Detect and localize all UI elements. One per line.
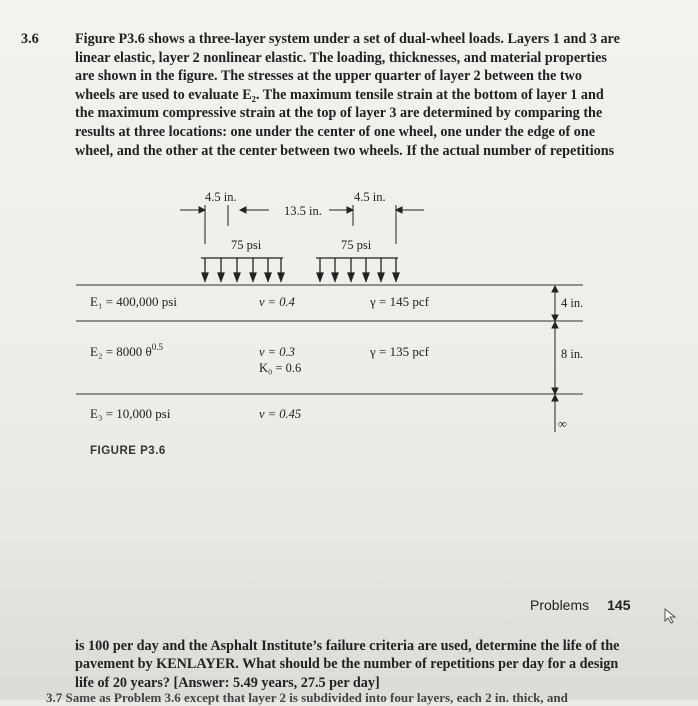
problem-3-6-continuation <box>75 637 655 692</box>
layer2-modulus: E₂ = 8000 $\theta^{0.5}$ <box>90 342 164 359</box>
footer-section: Problems <box>530 597 590 613</box>
dim-right-wheel-width: 4.5 in. <box>354 190 386 204</box>
problem-line-3: are shown in the figure. The stresses at the upper quarter of layer 2 between the two <box>75 68 582 85</box>
problem-line-2: linear elastic, layer 2 nonlinear elastic. The loading, thicknesses, and material properties <box>75 49 607 66</box>
layer3-modulus: E₃ = 10,000 psi <box>90 406 171 421</box>
layer1-poisson: ν = 0.4 <box>259 295 295 309</box>
problem-line-4: wheels are used to evaluate E₂. The maximum tensile strain at the bottom of layer 1 and <box>75 86 604 103</box>
left-wheel-load <box>201 258 284 281</box>
layer2-thickness: 8 in. <box>561 347 584 361</box>
layer1-modulus: E₁ = 400,000 psi <box>90 294 177 309</box>
right-wheel-load <box>316 258 399 281</box>
continuation-line-3: life of 20 years? [Answer: 5.49 years, 27.5 per day] <box>75 674 380 691</box>
problem-number: 3.6 <box>21 31 39 47</box>
continuation-line-2: pavement by KENLAYER. What should be the number of repetitions per day for a design <box>75 656 619 673</box>
continuation-line-1: is 100 per day and the Asphalt Institute’s failure criteria are used, determine the life of the <box>75 638 620 654</box>
layer2-k0: K₀ = 0.6 <box>259 361 302 375</box>
figure-caption: FIGURE P3.6 <box>90 445 166 457</box>
layer2-unit-weight: γ = 135 pcf <box>370 344 429 359</box>
problem-line-1: 3.6 Figure P3.6 shows a three-layer system under a set of dual-wheel loads. Layers 1 and 3 are <box>21 31 620 47</box>
page-number: 145 <box>607 597 631 613</box>
layer3-thickness: ∞ <box>558 417 567 431</box>
problem-line-6: results at three locations: one under the center of one wheel, one under the edge of one <box>75 123 596 140</box>
pressure-right-label: 75 psi <box>341 238 372 252</box>
problem-line-7: wheel, and the other at the center between two wheels. If the actual number of repetitions <box>75 142 615 159</box>
layer3-poisson: ν = 0.45 <box>259 407 302 421</box>
dim-wheel-spacing: 13.5 in. <box>284 204 322 218</box>
page-footer <box>530 597 631 613</box>
layer2-poisson: ν = 0.3 <box>259 345 295 359</box>
layer1-thickness: 4 in. <box>561 296 584 310</box>
thickness-dimensions <box>552 286 558 432</box>
problem-line-5: the maximum compressive strain at the top of layer 3 are determined by comparing the <box>75 105 603 122</box>
pressure-left-label: 75 psi <box>231 238 262 252</box>
mouse-cursor-icon <box>664 608 678 624</box>
next-problem-partial: 3.7 Same as Problem 3.6 except that layer 2 is subdivided into four layers, each 2 in. thick, and <box>46 690 568 705</box>
layer1-unit-weight: γ = 145 pcf <box>370 294 429 309</box>
dim-left-wheel-width: 4.5 in. <box>205 190 237 204</box>
